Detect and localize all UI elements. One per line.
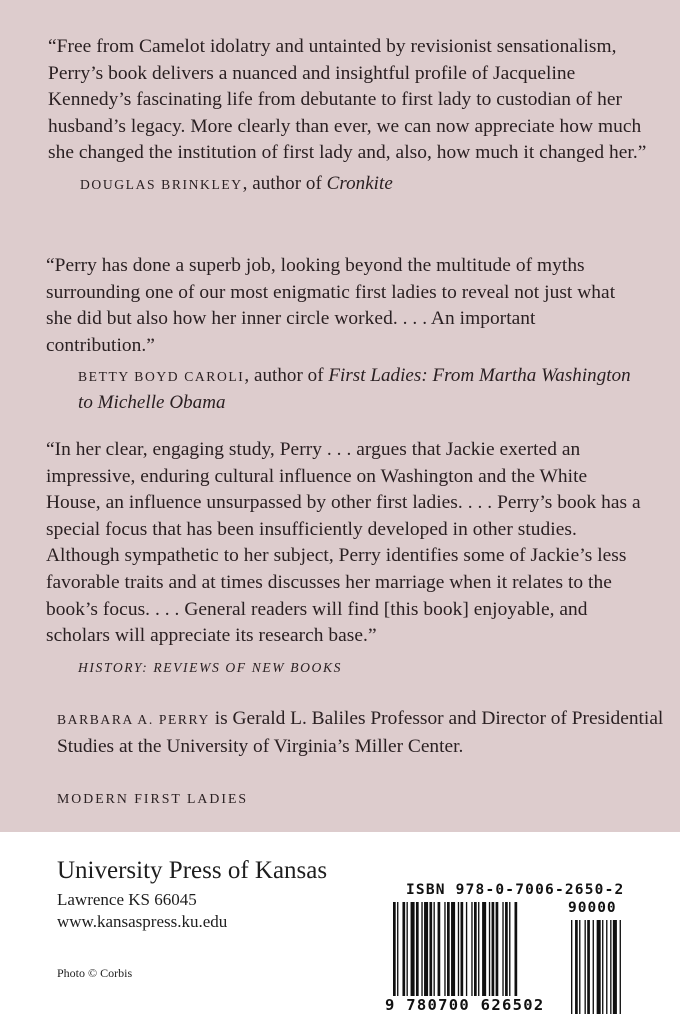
barcode-bar: [466, 902, 467, 996]
barcode-bar: [411, 902, 415, 996]
publisher-url[interactable]: www.kansaspress.ku.edu: [57, 912, 228, 931]
barcode-bar: [471, 902, 472, 996]
barcode-bar: [393, 902, 396, 996]
quote-attribution: [78, 363, 646, 416]
publisher-panel: [0, 832, 680, 1020]
publisher-name: University Press of Kansas: [57, 857, 328, 884]
quote-author: DOUGLAS BRINKLEY: [80, 176, 243, 192]
barcode-bar: [492, 902, 495, 996]
ean-number: 9 780700 626502: [385, 996, 545, 1014]
quote-attribution: [78, 654, 646, 681]
quote-author: BETTY BOYD CAROLI: [78, 369, 245, 385]
barcode-bar: [434, 902, 435, 996]
attribution-connector: , author of: [242, 172, 327, 194]
barcode-bar: [509, 902, 510, 996]
quote-attribution: [80, 171, 648, 198]
quote-text: “In her clear, engaging study, Perry . . . argues that Jackie exerted an impressive, enduring cultural influence on Washington and the White House, an influence unsurpassed by other first ladies. . . . Perry’s book has a special focus that has been insufficiently developed in other studies. Although sympathetic to her subject, Perry identifies some of Jackie’s less favorable traits and at times discusses her marriage when it relates to the book’s focus. . . . General readers will find [this book] enjoyable, and scholars will appreciate its research base.”: [46, 439, 641, 647]
barcode-bar: [505, 902, 508, 996]
barcode-bar: [438, 902, 441, 996]
barcode-bar: [444, 902, 445, 996]
quote-source: HISTORY: REVIEWS OF NEW BOOKS: [78, 659, 343, 675]
barcode-bar: [461, 902, 464, 996]
quote-history-reviews: [46, 437, 646, 681]
barcode-bar: [474, 902, 477, 996]
barcode-bar: [407, 902, 408, 996]
bio-text: is Gerald L. Baliles Professor and Director of Presidential Studies at the University of Virginia’s Miller Center.: [57, 708, 664, 757]
barcode-bar: [397, 902, 398, 996]
bio-author-name: BARBARA A. PERRY: [57, 712, 210, 727]
author-bio: [57, 706, 677, 760]
barcode-bar: [482, 902, 486, 996]
barcode-bar: [478, 902, 479, 996]
quote-work: First Ladies: From Martha Washington to Michelle Obama: [78, 365, 631, 414]
quote-brinkley: [48, 34, 648, 198]
barcode-bar: [447, 902, 450, 996]
barcode-bar: [489, 902, 490, 996]
barcode-bar: [451, 902, 455, 996]
isbn-label: ISBN 978-0-7006-2650-2: [406, 882, 625, 898]
barcode-bar: [421, 902, 422, 996]
quote-text: “Perry has done a superb job, looking beyond the multitude of myths surrounding one of our most enigmatic first ladies to reveal not just what she did but also how her inner circle worked. . . . An important contribution.”: [46, 255, 616, 356]
barcode-bar: [458, 902, 459, 996]
barcode-bar: [496, 902, 499, 996]
barcode-bar: [416, 902, 419, 996]
quote-work: Cronkite: [326, 172, 393, 194]
barcode-bar: [429, 902, 432, 996]
attribution-connector: , author of: [244, 365, 329, 387]
quote-text: “Free from Camelot idolatry and untainted by revisionist sensationalism, Perry’s book delivers a nuanced and insightful profile of Jacqueline Kennedy’s fascinating life from debutante to first lady to custodian of her husband’s legacy. More clearly than ever, we can now appreciate how much she changed the institution of first lady and, also, how much it changed her.”: [48, 36, 647, 164]
barcode-bar: [502, 902, 503, 996]
photo-credit: Photo © Corbis: [57, 966, 133, 980]
series-title: MODERN FIRST LADIES: [57, 791, 249, 806]
isbn-barcode: [385, 880, 655, 1020]
quote-caroli: [46, 253, 646, 416]
barcode-bar: [424, 902, 428, 996]
barcode-bar: [515, 902, 518, 996]
addon-number: 90000: [568, 900, 617, 916]
publisher-city: Lawrence KS 66045: [57, 890, 197, 909]
barcode-bar: [402, 902, 405, 996]
